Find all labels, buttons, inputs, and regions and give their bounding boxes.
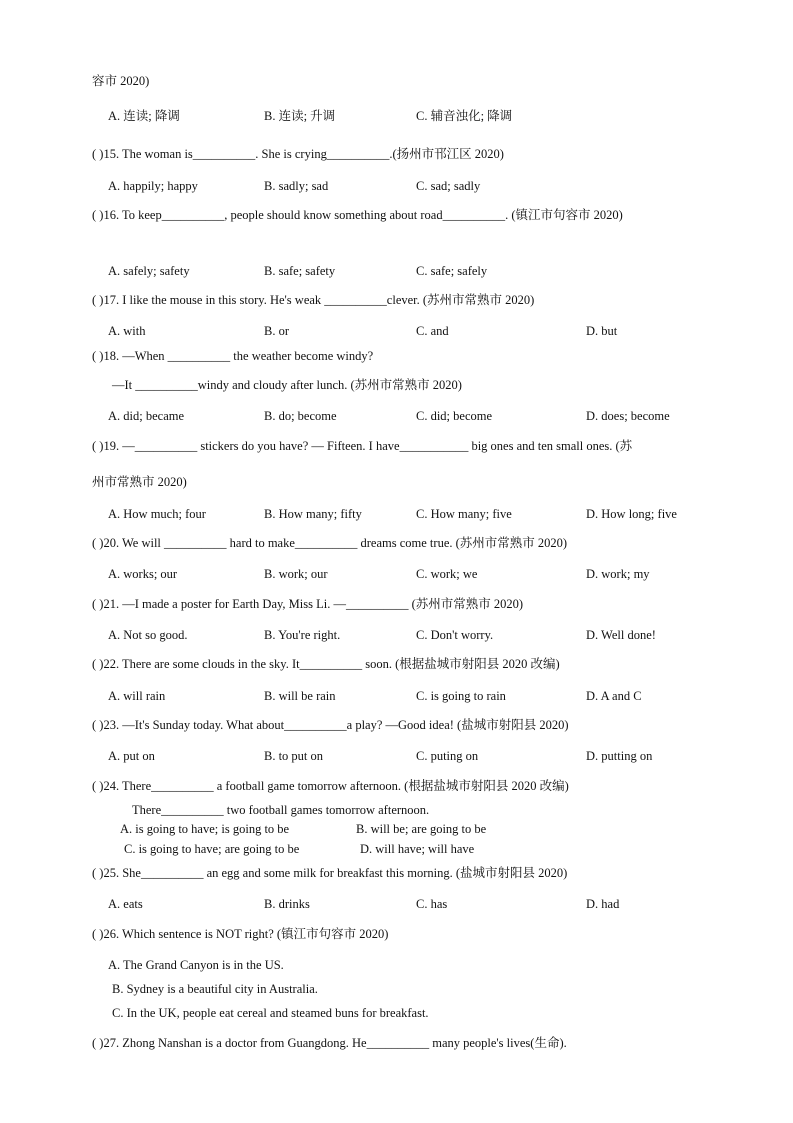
q15-stem: ( )15. The woman is__________. She is crying__________.(扬州市邗江区 2020) — [92, 147, 504, 161]
q14-option-b: B. 连读; 升调 — [264, 109, 336, 123]
q22-option-b: B. will be rain — [264, 689, 336, 703]
q24-stem-line2: There__________ two football games tomorrow afternoon. — [132, 803, 430, 817]
q24-option-a: A. is going to have; is going to be — [120, 822, 290, 836]
q22-option-c: C. is going to rain — [416, 689, 506, 703]
q17-option-c: C. and — [416, 324, 449, 338]
q21-option-d: D. Well done! — [586, 628, 656, 642]
q15-option-b: B. sadly; sad — [264, 179, 329, 193]
q22-option-a: A. will rain — [108, 689, 166, 703]
q17-option-b: B. or — [264, 324, 289, 338]
q26-option-c: C. In the UK, people eat cereal and steamed buns for breakfast. — [112, 1006, 429, 1020]
q14-source-tail: 容市 2020) — [92, 74, 150, 88]
q21-option-b: B. You're right. — [264, 628, 341, 642]
q18-option-d: D. does; become — [586, 409, 670, 423]
q19-stem-line2: 州市常熟市 2020) — [92, 475, 187, 489]
q14-option-a: A. 连读; 降调 — [108, 109, 180, 123]
q24-stem: ( )24. There__________ a football game tomorrow afternoon. (根据盐城市射阳县 2020 改编) — [92, 779, 569, 793]
q21-option-a: A. Not so good. — [108, 628, 188, 642]
q22-option-d: D. A and C — [586, 689, 642, 703]
q19-option-b: B. How many; fifty — [264, 507, 362, 521]
q26-stem: ( )26. Which sentence is NOT right? (镇江市句容市 2020) — [92, 927, 389, 941]
q16-stem: ( )16. To keep__________, people should know something about road__________. (镇江市句容市 2020) — [92, 208, 623, 222]
q23-option-d: D. putting on — [586, 749, 653, 763]
q26-option-b: B. Sydney is a beautiful city in Australia. — [112, 982, 318, 996]
q19-option-a: A. How much; four — [108, 507, 206, 521]
q25-option-b: B. drinks — [264, 897, 310, 911]
q25-option-c: C. has — [416, 897, 448, 911]
q18-option-c: C. did; become — [416, 409, 493, 423]
q24-option-d: D. will have; will have — [360, 842, 475, 856]
q23-stem: ( )23. —It's Sunday today. What about__________a play? —Good idea! (盐城市射阳县 2020) — [92, 718, 569, 732]
q20-option-c: C. work; we — [416, 567, 478, 581]
q15-option-a: A. happily; happy — [108, 179, 198, 193]
q20-stem: ( )20. We will __________ hard to make__________ dreams come true. (苏州市常熟市 2020) — [92, 536, 568, 550]
q23-option-b: B. to put on — [264, 749, 324, 763]
q20-option-a: A. works; our — [108, 567, 178, 581]
q25-option-a: A. eats — [108, 897, 143, 911]
q16-option-a: A. safely; safety — [108, 264, 190, 278]
q26-option-a: A. The Grand Canyon is in the US. — [108, 958, 284, 972]
q22-stem: ( )22. There are some clouds in the sky. It__________ soon. (根据盐城市射阳县 2020 改编) — [92, 657, 560, 671]
q17-option-d: D. but — [586, 324, 618, 338]
q25-option-d: D. had — [586, 897, 620, 911]
q21-stem: ( )21. —I made a poster for Earth Day, Miss Li. —__________ (苏州市常熟市 2020) — [92, 597, 524, 611]
q25-stem: ( )25. She__________ an egg and some milk for breakfast this morning. (盐城市射阳县 2020) — [92, 866, 568, 880]
q20-option-d: D. work; my — [586, 567, 650, 581]
q15-option-c: C. sad; sadly — [416, 179, 481, 193]
q23-option-a: A. put on — [108, 749, 155, 763]
q16-option-c: C. safe; safely — [416, 264, 488, 278]
q18-option-b: B. do; become — [264, 409, 337, 423]
q17-option-a: A. with — [108, 324, 146, 338]
q14-option-c: C. 辅音浊化; 降调 — [416, 109, 513, 123]
q23-option-c: C. puting on — [416, 749, 479, 763]
q20-option-b: B. work; our — [264, 567, 328, 581]
q19-option-d: D. How long; five — [586, 507, 677, 521]
q24-option-c: C. is going to have; are going to be — [124, 842, 300, 856]
q18-stem: ( )18. —When __________ the weather become windy? — [92, 349, 374, 363]
q18-stem-line2: —It __________windy and cloudy after lunch. (苏州市常熟市 2020) — [112, 378, 462, 392]
q24-option-b: B. will be; are going to be — [356, 822, 487, 836]
q19-stem: ( )19. —__________ stickers do you have? — Fifteen. I have___________ big ones and ten small ones. (苏 — [92, 439, 633, 453]
q27-stem: ( )27. Zhong Nanshan is a doctor from Guangdong. He__________ many people's lives(生命). — [92, 1036, 567, 1050]
q17-stem: ( )17. I like the mouse in this story. He's weak __________clever. (苏州市常熟市 2020) — [92, 293, 535, 307]
q18-option-a: A. did; became — [108, 409, 185, 423]
q19-option-c: C. How many; five — [416, 507, 512, 521]
q21-option-c: C. Don't worry. — [416, 628, 494, 642]
q16-option-b: B. safe; safety — [264, 264, 336, 278]
